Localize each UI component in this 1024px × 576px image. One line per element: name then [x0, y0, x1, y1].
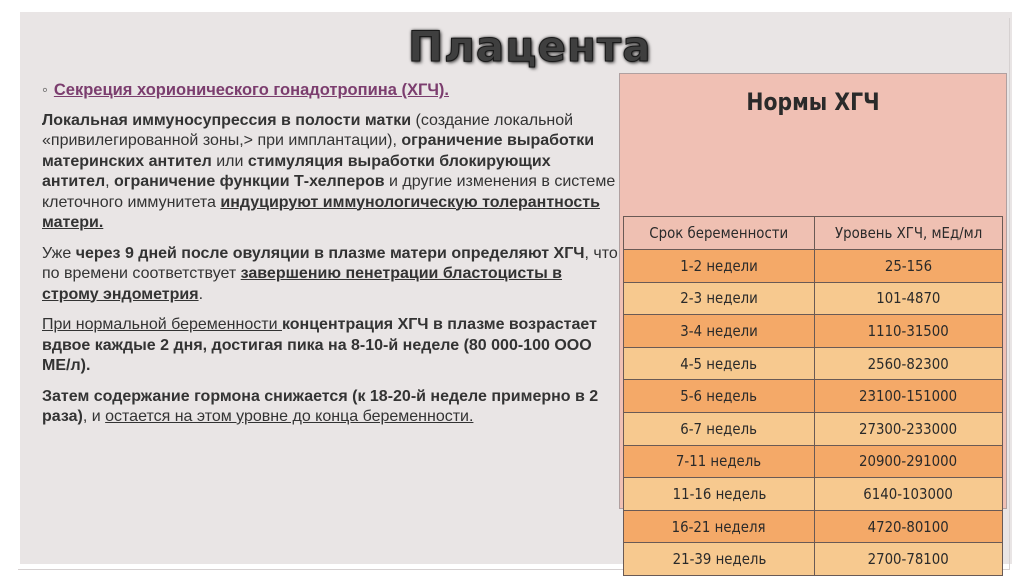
paragraph-decline [42, 387, 622, 428]
cell-term: 1-2 недели [624, 250, 815, 283]
header-level: Уровень ХГЧ, мЕд/мл [815, 217, 1003, 250]
table-row [624, 478, 1003, 511]
p2-text-2: , что по времени соответствует [42, 244, 618, 282]
cell-term: 21-39 недель [624, 543, 815, 576]
p2-bold-1: через 9 дней после овуляции в плазме матери определяют ХГЧ [75, 244, 585, 262]
hcg-norms-table-figure [619, 73, 1007, 569]
table-header-row [624, 217, 1003, 250]
cell-level: 1110-31500 [815, 315, 1003, 348]
p2-bold-underlined: завершению пенетрации бластоцисты в строму эндометрия [42, 265, 563, 303]
text-column [42, 80, 622, 438]
cell-level: 23100-151000 [815, 380, 1003, 413]
p1-text-2: или [211, 152, 248, 170]
table-row [624, 315, 1003, 348]
cell-level: 20900-291000 [815, 445, 1003, 478]
cell-level: 25-156 [815, 250, 1003, 283]
table-row [624, 282, 1003, 315]
table-row [624, 250, 1003, 283]
table-row [624, 445, 1003, 478]
p4-text: , и [82, 408, 106, 425]
cell-term: 4-5 недель [624, 347, 815, 380]
cell-level: 2560-82300 [815, 347, 1003, 380]
p2-text-3: . [198, 285, 204, 303]
cell-term: 6-7 недель [624, 412, 815, 445]
cell-term: 7-11 недель [624, 445, 815, 478]
cell-level: 27300-233000 [815, 412, 1003, 445]
p1-text-1: (создание локальной «привилегированной зоны,> при имплантации), [42, 111, 574, 149]
p1-bold-4: ограничение функции Т-хелперов [114, 173, 385, 190]
bullet-icon: ◦ [42, 81, 48, 99]
slide-title: Плацента [408, 22, 652, 71]
p1-text-4: и другие изменения в системе клеточного иммунитета [42, 173, 616, 211]
paragraph-detection [42, 244, 622, 306]
p3-bold: концентрация ХГЧ в плазме возрастает вдвое каждые 2 дня, достигая пика на 8-10-й неделе (80 000-100 ООО МЕ/л). [42, 316, 597, 374]
p3-underlined: При нормальной беременности [42, 316, 282, 333]
paragraph-concentration [42, 315, 622, 377]
p1-bold-1: Локальная иммуносупрессия в полости матки [42, 111, 412, 129]
cell-level: 2700-78100 [815, 543, 1003, 576]
p1-text-3: , [105, 173, 115, 190]
p1-bold-3: стимуляция выработки блокирующих антител [42, 152, 551, 190]
cell-level: 6140-103000 [815, 478, 1003, 511]
cell-level: 4720-80100 [815, 510, 1003, 543]
paragraph-immunosuppression [42, 111, 622, 234]
table-title: Нормы ХГЧ [746, 88, 880, 116]
cell-term: 3-4 недели [624, 315, 815, 348]
table-row [624, 510, 1003, 543]
cell-term: 16-21 неделя [624, 510, 815, 543]
hcg-norms-table [623, 216, 1003, 576]
table-row [624, 380, 1003, 413]
subheading [42, 80, 622, 101]
cell-term: 2-3 недели [624, 282, 815, 315]
table-row [624, 543, 1003, 576]
table-row [624, 347, 1003, 380]
p1-bold-2: ограничение выработки материнских антител [42, 132, 595, 170]
p4-underlined: остается на этом уровне до конца беременности. [105, 408, 474, 425]
cell-term: 5-6 недель [624, 380, 815, 413]
p1-bold-underlined: индуцируют иммунологическую толерантность матери. [42, 193, 600, 231]
p4-bold: Затем содержание гормона снижается (к 18-20-й неделе примерно в 2 раза) [42, 387, 599, 425]
header-term: Срок беременности [624, 217, 815, 250]
table-row [624, 412, 1003, 445]
p2-text-1: Уже [42, 244, 76, 262]
cell-term: 11-16 недель [624, 478, 815, 511]
cell-level: 101-4870 [815, 282, 1003, 315]
subheading-text[interactable]: Секреция хорионического гонадотропина (ХГЧ). [53, 81, 449, 99]
